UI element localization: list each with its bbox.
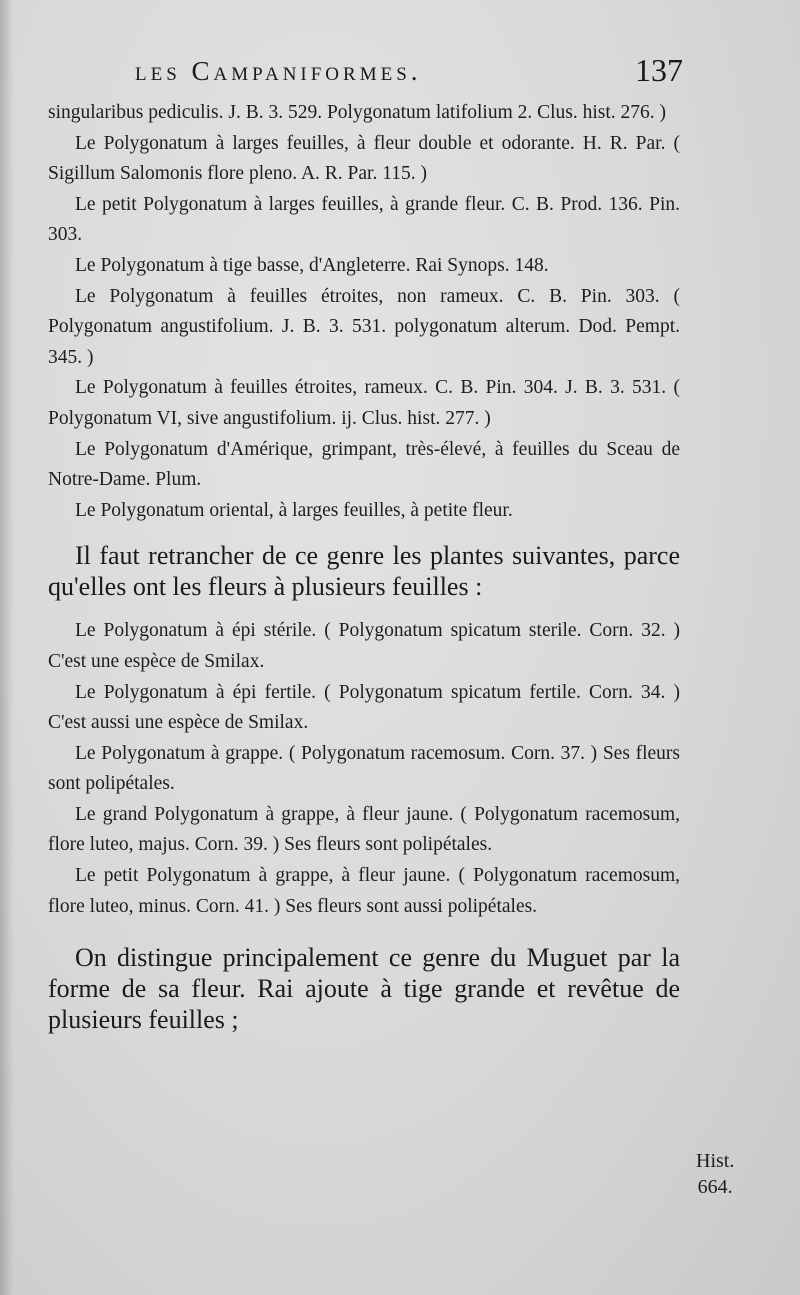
paragraph: Le Polygonatum à feuilles étroites, non rameux. C. B. Pin. 303. ( Polygonatum angustifolium. J. B. 3. 531. polygonatum alterum. Dod. Pempt. 345. ) [48,285,680,368]
page-fold-shadow [0,0,14,1295]
paragraph: Le Polygonatum à larges feuilles, à fleur double et odorante. H. R. Par. ( Sigillum Salomonis flore pleno. A. R. Par. 115. ) [48,132,680,185]
page-header [135,52,695,92]
paragraph: Le Polygonatum à épi stérile. ( Polygonatum spicatum sterile. Corn. 32. ) C'est une espèce de Smilax. [48,620,680,672]
paragraph: Le Polygonatum d'Amérique, grimpant, très-élevé, à feuilles du Sceau de Notre-Dame. Plum. [48,438,680,491]
section-gap [48,602,680,616]
margin-note-line: Hist. [696,1150,735,1172]
section-gap [48,526,680,540]
paragraph: Le grand Polygonatum à grappe, à fleur jaune. ( Polygonatum racemosum, flore luteo, majus. Corn. 39. ) Ses fleurs sont polipétales. [48,803,680,856]
paragraph: Le Polygonatum à feuilles étroites, rameux. C. B. Pin. 304. J. B. 3. 531. ( Polygonatum VI, sive angustifolium. ij. Clus. hist. 277. ) [48,377,680,429]
body-text [48,98,680,1035]
paragraph: Le Polygonatum à grappe. ( Polygonatum racemosum. Corn. 37. ) Ses fleurs sont polipétales. [48,742,680,795]
paragraph: Le petit Polygonatum à larges feuilles, à grande fleur. C. B. Prod. 136. Pin. 303. [48,193,680,246]
large-paragraph: Il faut retrancher de ce genre les plantes suivantes, parce qu'elles ont les fleurs à plusieurs feuilles : [48,541,680,602]
margin-note-line: 664. [697,1176,733,1198]
running-title: les Campaniformes. [135,56,422,86]
paragraph: Le petit Polygonatum à grappe, à fleur jaune. ( Polygonatum racemosum, flore luteo, minus. Corn. 41. ) Ses fleurs sont aussi polipétales. [48,865,680,917]
paragraph: singularibus pediculis. J. B. 3. 529. Polygonatum latifolium 2. Clus. hist. 276. ) [48,102,667,123]
paragraph: Le Polygonatum à tige basse, d'Angleterre. Rai Synops. 148. [75,254,549,276]
large-paragraph: On distingue principalement ce genre du Muguet par la forme de sa fleur. Rai ajoute à tige grande et revêtue de plusieurs feuilles ; [48,943,680,1035]
section-gap [48,922,680,942]
paragraph: Le Polygonatum à épi fertile. ( Polygonatum spicatum fertile. Corn. 34. ) C'est aussi une espèce de Smilax. [48,681,680,734]
paragraph: Le Polygonatum oriental, à larges feuilles, à petite fleur. [75,499,513,521]
margin-note [696,1148,734,1200]
page-number: 137 [635,52,683,88]
